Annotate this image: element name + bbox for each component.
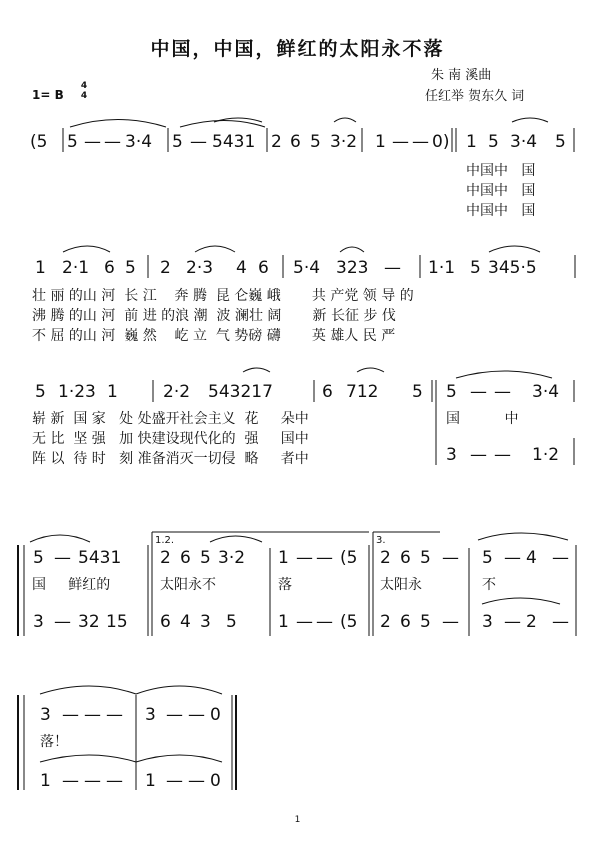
svg-text:—: — (442, 548, 459, 568)
svg-text:—: — (552, 548, 569, 568)
svg-text:4: 4 (236, 258, 247, 278)
svg-text:5: 5 (33, 548, 44, 568)
svg-text:1: 1 (375, 132, 386, 152)
svg-text:5: 5 (420, 548, 431, 568)
svg-text:—: — (296, 548, 313, 568)
svg-text:345·5: 345·5 (488, 258, 537, 278)
svg-text:1: 1 (107, 382, 118, 402)
svg-text:0): 0) (432, 132, 450, 152)
svg-text:5: 5 (35, 382, 46, 402)
svg-text:—: — (84, 132, 101, 152)
svg-text:5: 5 (200, 548, 211, 568)
svg-text:5: 5 (67, 132, 78, 152)
lyric-s1-l1: 中国中 国 (466, 163, 536, 179)
svg-text:5: 5 (310, 132, 321, 152)
svg-text:3: 3 (40, 705, 51, 725)
svg-text:(5: (5 (340, 612, 358, 632)
svg-text:3: 3 (200, 612, 211, 632)
svg-text:—: — (62, 705, 79, 725)
svg-text:5: 5 (555, 132, 566, 152)
svg-text:—: — (166, 771, 183, 791)
svg-text:—: — (190, 132, 207, 152)
lyric-s5: 落！ (40, 734, 68, 750)
svg-text:5431: 5431 (78, 548, 122, 568)
svg-text:—: — (62, 771, 79, 791)
volta-second: 3. (376, 535, 386, 546)
svg-text:5: 5 (412, 382, 423, 402)
svg-text:—: — (104, 132, 121, 152)
key-signature: 1= B (32, 88, 64, 102)
svg-text:—: — (296, 612, 313, 632)
svg-text:—: — (84, 771, 101, 791)
svg-text:1: 1 (145, 771, 156, 791)
svg-text:6: 6 (160, 612, 171, 632)
lyric-s4-d: 太阳永 (380, 577, 422, 593)
svg-text:—: — (470, 445, 487, 465)
svg-text:2·1: 2·1 (62, 258, 90, 278)
lyric-s2-l2: 沸 腾 的山 河 前 进 的浪 潮 波 澜壮 阔 新 长征 步 伐 (32, 308, 396, 324)
lyric-s4-c: 落 (278, 577, 292, 593)
svg-text:6: 6 (400, 548, 411, 568)
svg-text:5: 5 (446, 382, 457, 402)
lyric-s3-l2: 无 比 坚 强 加 快建设现代化的 强 国中 (32, 431, 309, 447)
svg-text:—: — (188, 771, 205, 791)
svg-text:—: — (442, 612, 459, 632)
svg-text:3: 3 (482, 612, 493, 632)
svg-text:1: 1 (35, 258, 46, 278)
lyricist-credit: 任红举 贺东久 词 (425, 89, 525, 104)
svg-text:5: 5 (172, 132, 183, 152)
lyric-s3-l1: 崭 新 国 家 处 处盛开社会主义 花 朵中 (32, 411, 309, 427)
svg-text:(5: (5 (30, 132, 48, 152)
svg-text:3·2: 3·2 (218, 548, 246, 568)
svg-text:15: 15 (106, 612, 128, 632)
svg-text:712: 712 (346, 382, 379, 402)
svg-text:—: — (54, 612, 71, 632)
svg-text:0: 0 (210, 771, 221, 791)
svg-text:2: 2 (526, 612, 537, 632)
svg-text:—: — (166, 705, 183, 725)
svg-text:—: — (412, 132, 429, 152)
svg-text:(5: (5 (340, 548, 358, 568)
svg-text:1: 1 (278, 548, 289, 568)
svg-text:1·1: 1·1 (428, 258, 456, 278)
svg-text:5: 5 (470, 258, 481, 278)
svg-text:—: — (106, 771, 123, 791)
svg-text:2: 2 (271, 132, 282, 152)
svg-text:—: — (54, 548, 71, 568)
svg-text:2: 2 (380, 548, 391, 568)
svg-text:6: 6 (400, 612, 411, 632)
svg-text:5: 5 (482, 548, 493, 568)
svg-text:—: — (106, 705, 123, 725)
lyric-s4-b: 太阳永不 (160, 577, 216, 593)
song-title: 中国，中国，鲜红的太阳永不落 (150, 38, 445, 60)
svg-text:—: — (188, 705, 205, 725)
svg-text:3·4: 3·4 (532, 382, 560, 402)
svg-text:—: — (316, 548, 333, 568)
svg-text:1·23: 1·23 (58, 382, 96, 402)
svg-text:3·4: 3·4 (510, 132, 538, 152)
lyric-s2-l3: 不 屈 的山 河 巍 然 屹 立 气 势磅 礴 英 雄人 民 严 (32, 328, 396, 344)
svg-text:—: — (384, 258, 401, 278)
svg-text:6: 6 (322, 382, 333, 402)
svg-text:2·2: 2·2 (163, 382, 191, 402)
svg-text:—: — (470, 382, 487, 402)
svg-text:5·4: 5·4 (293, 258, 321, 278)
svg-text:5: 5 (488, 132, 499, 152)
svg-text:4: 4 (180, 612, 191, 632)
svg-text:0: 0 (210, 705, 221, 725)
svg-text:543217: 543217 (208, 382, 273, 402)
svg-text:1: 1 (466, 132, 477, 152)
svg-text:2: 2 (160, 548, 171, 568)
lyric-s3-right: 国 中 (446, 411, 519, 427)
svg-text:6: 6 (180, 548, 191, 568)
svg-text:—: — (504, 612, 521, 632)
svg-text:—: — (494, 382, 511, 402)
svg-text:5: 5 (420, 612, 431, 632)
svg-text:1: 1 (278, 612, 289, 632)
lyric-s4-a: 国 鲜红的 (32, 577, 111, 593)
svg-text:6: 6 (258, 258, 269, 278)
svg-text:32: 32 (78, 612, 100, 632)
volta-first: 1.2. (155, 535, 175, 546)
svg-text:—: — (392, 132, 409, 152)
svg-text:1: 1 (40, 771, 51, 791)
svg-text:3: 3 (446, 445, 457, 465)
svg-text:4: 4 (526, 548, 537, 568)
time-bottom: 4 (80, 91, 88, 101)
svg-text:3·2: 3·2 (330, 132, 358, 152)
time-top: 4 (80, 81, 88, 91)
svg-text:3: 3 (33, 612, 44, 632)
svg-text:6: 6 (290, 132, 301, 152)
svg-text:—: — (316, 612, 333, 632)
svg-text:323: 323 (336, 258, 369, 278)
svg-text:—: — (494, 445, 511, 465)
svg-text:1·2: 1·2 (532, 445, 560, 465)
svg-text:—: — (504, 548, 521, 568)
composer-credit: 朱 南 溪曲 (431, 68, 492, 83)
lyric-s2-l1: 壮 丽 的山 河 长 江 奔 腾 昆 仑巍 峨 共 产党 领 导 的 (32, 288, 414, 304)
lyric-s1-l2: 中国中 国 (466, 183, 536, 199)
lyric-s4-e: 不 (482, 577, 496, 593)
svg-text:6: 6 (104, 258, 115, 278)
svg-text:3: 3 (145, 705, 156, 725)
svg-text:2: 2 (380, 612, 391, 632)
svg-text:3·4: 3·4 (125, 132, 153, 152)
svg-text:5431: 5431 (212, 132, 256, 152)
svg-text:5: 5 (226, 612, 237, 632)
svg-text:—: — (84, 705, 101, 725)
lyric-s3-l3: 阵 以 待 时 刻 准备消灭一切侵 略 者中 (32, 451, 309, 467)
svg-text:—: — (552, 612, 569, 632)
lyric-s1-l3: 中国中 国 (466, 203, 536, 219)
svg-text:2·3: 2·3 (186, 258, 214, 278)
svg-text:2: 2 (160, 258, 171, 278)
svg-text:5: 5 (125, 258, 136, 278)
page-number: 1 (294, 815, 301, 825)
